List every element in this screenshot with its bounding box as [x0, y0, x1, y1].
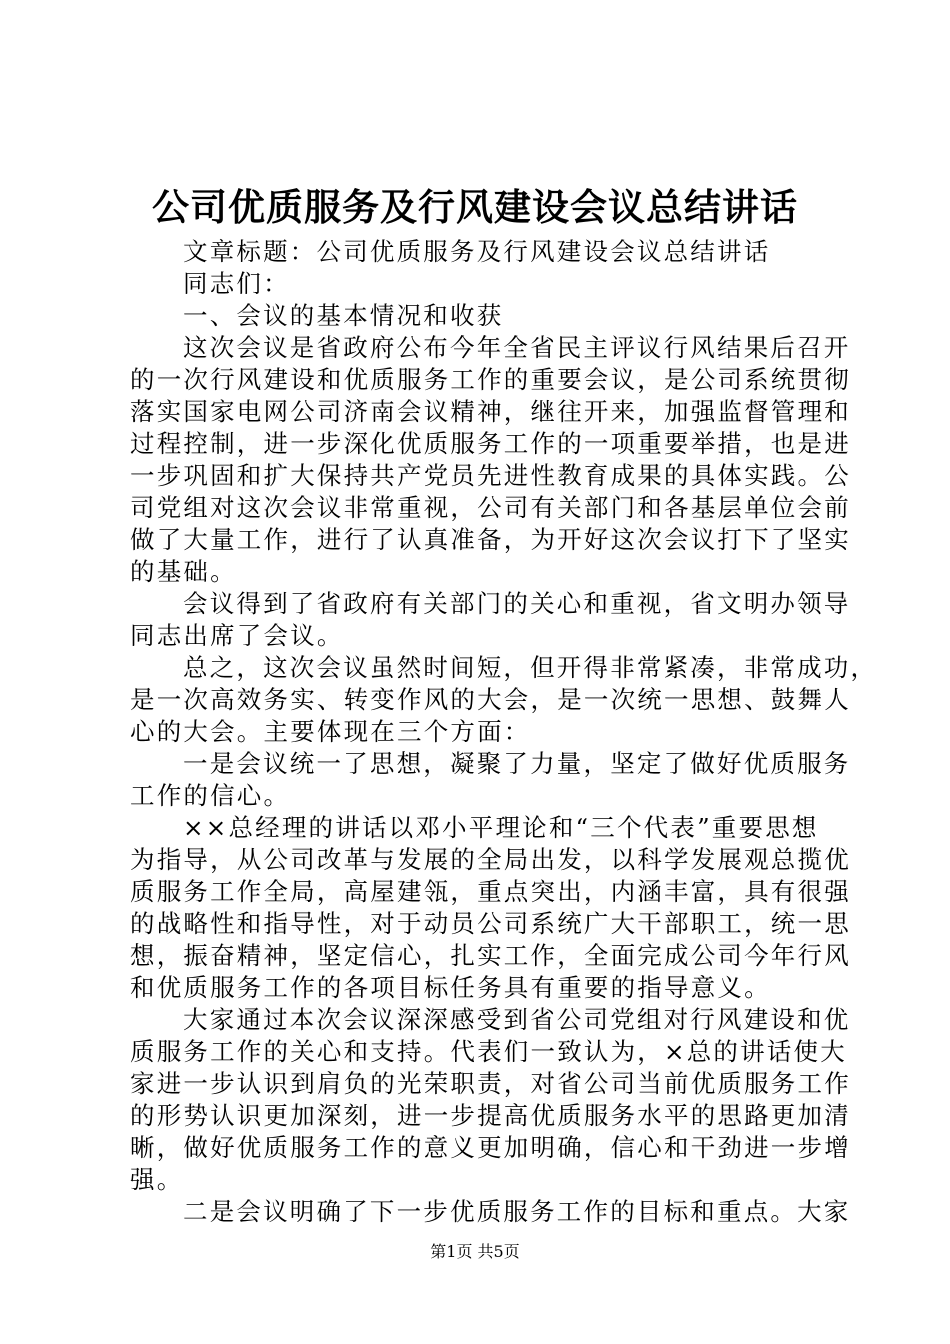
text-line: 总之，这次会议虽然时间短，但开得非常紧凑，非常成功，: [183, 653, 878, 682]
text-line: 的战略性和指导性，对于动员公司系统广大干部职工，统一思: [130, 909, 851, 938]
text-line: 质服务工作全局，高屋建瓴，重点突出，内涵丰富，具有很强: [130, 877, 851, 906]
text-line: 一步巩固和扩大保持共产党员先进性教育成果的具体实践。公: [130, 461, 851, 490]
text-line: 心的大会。主要体现在三个方面：: [130, 717, 531, 746]
text-line: 同志出席了会议。: [130, 621, 344, 650]
text-line: 司党组对这次会议非常重视，公司有关部门和各基层单位会前: [130, 493, 851, 522]
text-line: 同志们：: [183, 269, 290, 298]
document-body: [130, 236, 878, 1228]
text-line: 一、会议的基本情况和收获: [183, 301, 504, 330]
text-line: 的基础。: [130, 557, 237, 586]
text-line: 质服务工作的关心和支持。代表们一致认为，×总的讲话使大: [130, 1037, 847, 1066]
text-line: 强。: [130, 1165, 184, 1194]
text-line: 会议得到了省政府有关部门的关心和重视，省文明办领导: [183, 589, 851, 618]
text-line: 的一次行风建设和优质服务工作的重要会议，是公司系统贯彻: [130, 365, 851, 394]
text-line: 这次会议是省政府公布今年全省民主评议行风结果后召开: [183, 333, 851, 362]
text-line: 想，振奋精神，坚定信心，扎实工作，全面完成公司今年行风: [130, 941, 851, 970]
text-line: ××总经理的讲话以邓小平理论和“三个代表”重要思想: [183, 813, 819, 842]
text-line: 是一次高效务实、转变作风的大会，是一次统一思想、鼓舞人: [130, 685, 851, 714]
text-line: 大家通过本次会议深深感受到省公司党组对行风建设和优: [183, 1005, 851, 1034]
text-line: 一是会议统一了思想，凝聚了力量，坚定了做好优质服务: [183, 749, 851, 778]
text-line: 落实国家电网公司济南会议精神，继往开来，加强监督管理和: [130, 397, 851, 426]
text-line: 和优质服务工作的各项目标任务具有重要的指导意义。: [130, 973, 771, 1002]
document-title: 公司优质服务及行风建设会议总结讲话: [152, 186, 798, 229]
text-line: 文章标题：公司优质服务及行风建设会议总结讲话: [183, 237, 771, 266]
text-line: 工作的信心。: [130, 781, 291, 810]
text-line: 晰，做好优质服务工作的意义更加明确，信心和干劲进一步增: [130, 1133, 851, 1162]
text-line: 过程控制，进一步深化优质服务工作的一项重要举措，也是进: [130, 429, 851, 458]
page-footer: 第1页 共5页: [430, 1242, 520, 1261]
text-line: 为指导，从公司改革与发展的全局出发，以科学发展观总揽优: [130, 845, 851, 874]
text-line: 做了大量工作，进行了认真准备，为开好这次会议打下了坚实: [130, 525, 851, 554]
text-line: 二是会议明确了下一步优质服务工作的目标和重点。大家: [183, 1197, 851, 1226]
text-line: 家进一步认识到肩负的光荣职责，对省公司当前优质服务工作: [130, 1069, 851, 1098]
text-line: 的形势认识更加深刻，进一步提高优质服务水平的思路更加清: [130, 1101, 851, 1130]
